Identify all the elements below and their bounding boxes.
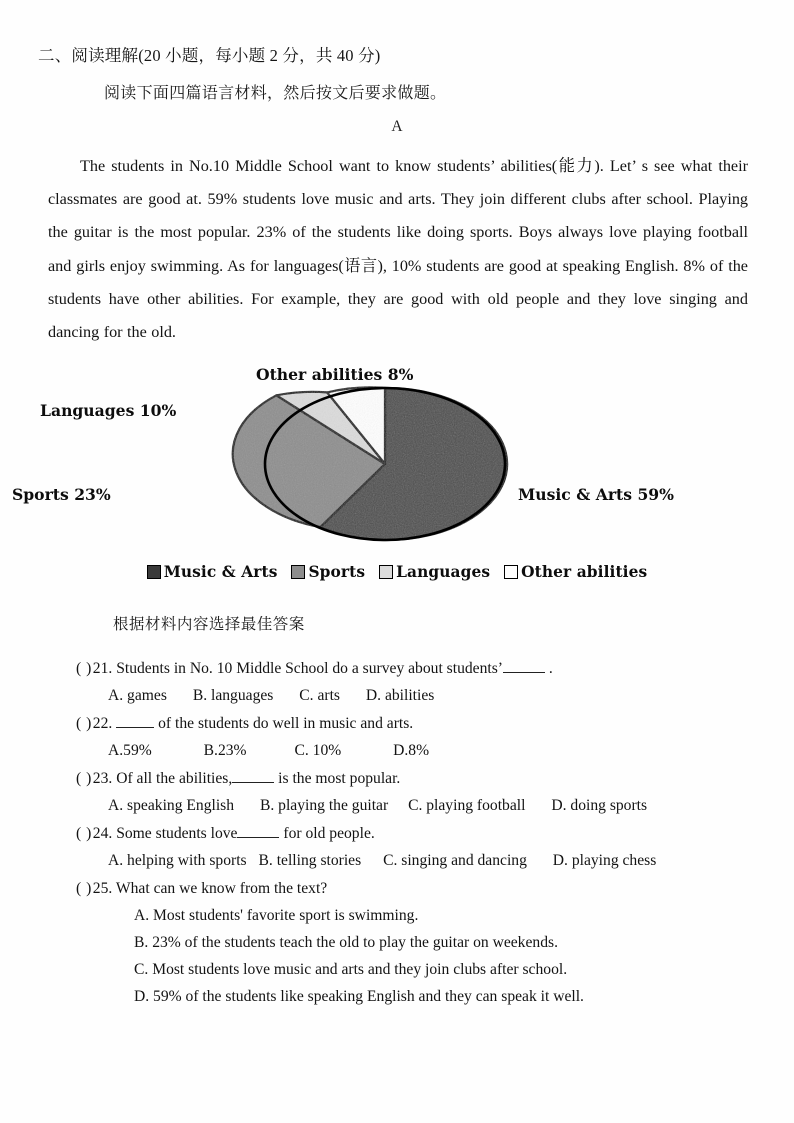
question-22-answer-box[interactable]: ( ) xyxy=(76,715,92,732)
question-22-number: 22. xyxy=(92,715,113,732)
question-24-blank xyxy=(237,837,279,838)
question-24 xyxy=(76,820,766,875)
question-23-answer-box[interactable]: ( ) xyxy=(76,770,92,787)
pie-label-other-abilities: Other abilities 8% xyxy=(256,365,414,384)
legend-item-languages xyxy=(379,563,490,581)
question-21-option-d[interactable]: D. abilities xyxy=(365,687,435,704)
reading-passage: The students in No.10 Middle School want to know students’ abilities(能力). Let’ s see what their classmates are good at. 59% students love music and arts. They join different clubs after school. Playing the guitar is the most popular. 23% of the students like doing sports. Boys always love playing football and girls enjoy swimming. As for languages(语言), 10% students are good at speaking English. 8% of the students have other abilities. For example, they are good with old people and they love singing and dancing for the old. xyxy=(48,157,748,342)
question-25-stem-text: What can we know from the text? xyxy=(115,880,328,897)
pie-label-sports: Sports 23% xyxy=(12,485,111,504)
question-25-option-c[interactable]: C. Most students love music and arts and they join clubs after school. xyxy=(134,961,568,978)
question-24-option-b[interactable]: B. telling stories xyxy=(258,852,362,869)
question-21-option-c[interactable]: C. arts xyxy=(299,687,340,704)
legend-label-sports: Sports xyxy=(308,563,366,581)
question-22-options xyxy=(76,737,766,765)
question-22-blank xyxy=(116,727,154,728)
question-21-number: 21. xyxy=(92,660,113,677)
question-24-stem xyxy=(76,820,766,847)
question-21-options xyxy=(76,682,766,710)
question-25-option-b[interactable]: B. 23% of the students teach the old to play the guitar on weekends. xyxy=(134,934,558,951)
question-23-option-b[interactable]: B. playing the guitar xyxy=(259,797,389,814)
question-25-number: 25. xyxy=(92,880,113,897)
passage-letter: A xyxy=(391,118,403,135)
question-22-option-a[interactable]: A.59% xyxy=(108,742,152,759)
question-21-answer-box[interactable]: ( ) xyxy=(76,660,92,677)
question-21-stem-tail: . xyxy=(548,660,553,677)
question-25-stem xyxy=(76,875,766,902)
question-24-option-c[interactable]: C. singing and dancing xyxy=(383,852,527,869)
question-24-option-a[interactable]: A. helping with sports xyxy=(108,852,247,869)
question-23-options xyxy=(76,792,766,820)
question-23-stem-text: Of all the abilities, xyxy=(116,770,233,787)
section-heading: 二、阅读理解(20 小题，每小题 2 分，共 40 分) xyxy=(38,46,381,65)
pie-label-languages: Languages 10% xyxy=(40,401,177,420)
question-25-option-d[interactable]: D. 59% of the students like speaking English and they can speak it well. xyxy=(134,988,584,1005)
question-21-blank xyxy=(503,672,545,673)
question-24-answer-box[interactable]: ( ) xyxy=(76,825,92,842)
question-23 xyxy=(76,765,766,820)
section-instruction: 阅读下面四篇语言材料，然后按文后要求做题。 xyxy=(104,85,447,102)
question-22-option-b[interactable]: B.23% xyxy=(203,742,247,759)
question-25-options xyxy=(76,902,766,1010)
questions-list xyxy=(76,655,766,1010)
question-22-stem-tail: of the students do well in music and arts. xyxy=(158,715,414,732)
question-24-option-d[interactable]: D. playing chess xyxy=(552,852,657,869)
question-22-option-c[interactable]: C. 10% xyxy=(294,742,342,759)
question-23-stem-tail: is the most popular. xyxy=(278,770,401,787)
question-22-stem xyxy=(76,710,766,737)
question-21-stem-text: Students in No. 10 Middle School do a survey about students’ xyxy=(116,660,503,677)
question-21-option-b[interactable]: B. languages xyxy=(192,687,274,704)
pie-chart-svg xyxy=(0,360,794,560)
question-25-option-a[interactable]: A. Most students' favorite sport is swimming. xyxy=(134,907,419,924)
question-22 xyxy=(76,710,766,765)
question-21-stem xyxy=(76,655,766,682)
question-23-option-a[interactable]: A. speaking English xyxy=(108,797,235,814)
question-23-number: 23. xyxy=(92,770,113,787)
legend-swatch-sports xyxy=(291,565,305,579)
legend-swatch-music-arts xyxy=(147,565,161,579)
question-25-answer-box[interactable]: ( ) xyxy=(76,880,92,897)
legend-item-sports xyxy=(291,563,365,581)
question-24-options xyxy=(76,847,766,875)
legend-swatch-languages xyxy=(379,565,393,579)
question-21 xyxy=(76,655,766,710)
question-24-stem-text: Some students love xyxy=(116,825,238,842)
question-25 xyxy=(76,875,766,1010)
question-23-stem xyxy=(76,765,766,792)
question-23-option-c[interactable]: C. playing football xyxy=(408,797,526,814)
pie-label-music-arts: Music & Arts 59% xyxy=(518,485,674,504)
question-24-stem-tail: for old people. xyxy=(283,825,375,842)
legend-label-music-arts: Music & Arts xyxy=(163,563,278,581)
legend-item-music-arts xyxy=(147,563,278,581)
question-24-number: 24. xyxy=(92,825,113,842)
legend-swatch-other-abilities xyxy=(504,565,518,579)
question-23-blank xyxy=(232,782,274,783)
legend-label-languages: Languages xyxy=(396,563,491,581)
question-22-option-d[interactable]: D.8% xyxy=(393,742,430,759)
question-21-option-a[interactable]: A. games xyxy=(108,687,167,704)
pie-slices xyxy=(233,387,507,540)
legend-item-other-abilities xyxy=(504,563,647,581)
chart-legend xyxy=(0,563,794,581)
questions-prompt: 根据材料内容选择最佳答案 xyxy=(113,615,305,633)
question-23-option-d[interactable]: D. doing sports xyxy=(551,797,648,814)
legend-label-other-abilities: Other abilities xyxy=(521,563,648,581)
